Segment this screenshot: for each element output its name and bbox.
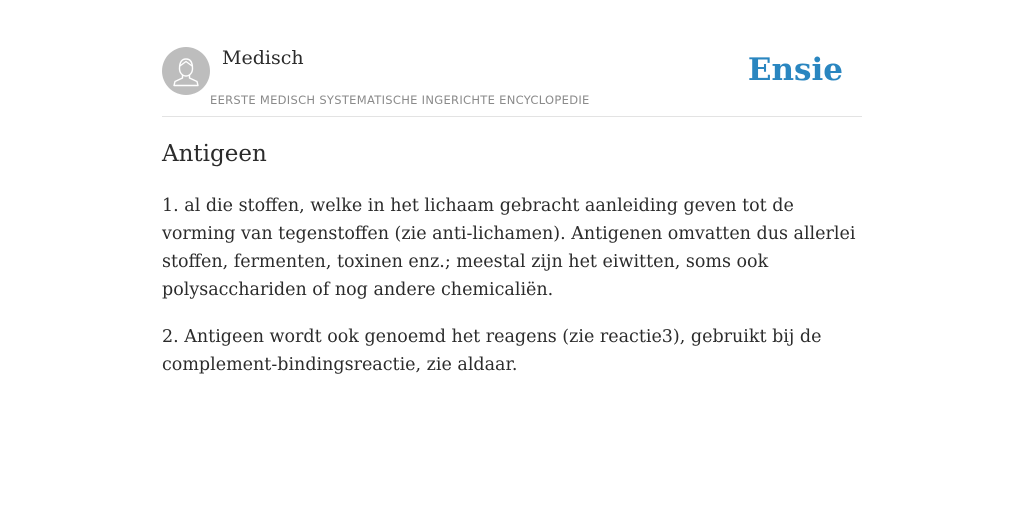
entry-content (162, 138, 862, 398)
definition-1: 1. al die stoffen, welke in het lichaam gebracht aanleiding geven tot de vorming van tegenstoffen (zie anti-lichamen). Antigenen omvatten dus allerlei stoffen, fermenten, toxinen enz.; meestal zijn het eiwitten, soms ook polysacchariden of nog andere chemicaliën. (162, 196, 856, 300)
dictionary-title[interactable]: Medisch (222, 47, 304, 69)
dictionary-subtitle: EERSTE MEDISCH SYSTEMATISCHE INGERICHTE ENCYCLOPEDIE (210, 93, 590, 107)
avatar[interactable] (162, 47, 210, 95)
header (162, 46, 862, 117)
user-icon (162, 47, 210, 95)
brand-logo[interactable]: Ensie (747, 52, 843, 88)
entry-title: Antigeen (162, 141, 267, 167)
definition-2: 2. Antigeen wordt ook genoemd het reagens (zie reactie3), gebruikt bij de complement-bindingsreactie, zie aldaar. (162, 327, 822, 375)
